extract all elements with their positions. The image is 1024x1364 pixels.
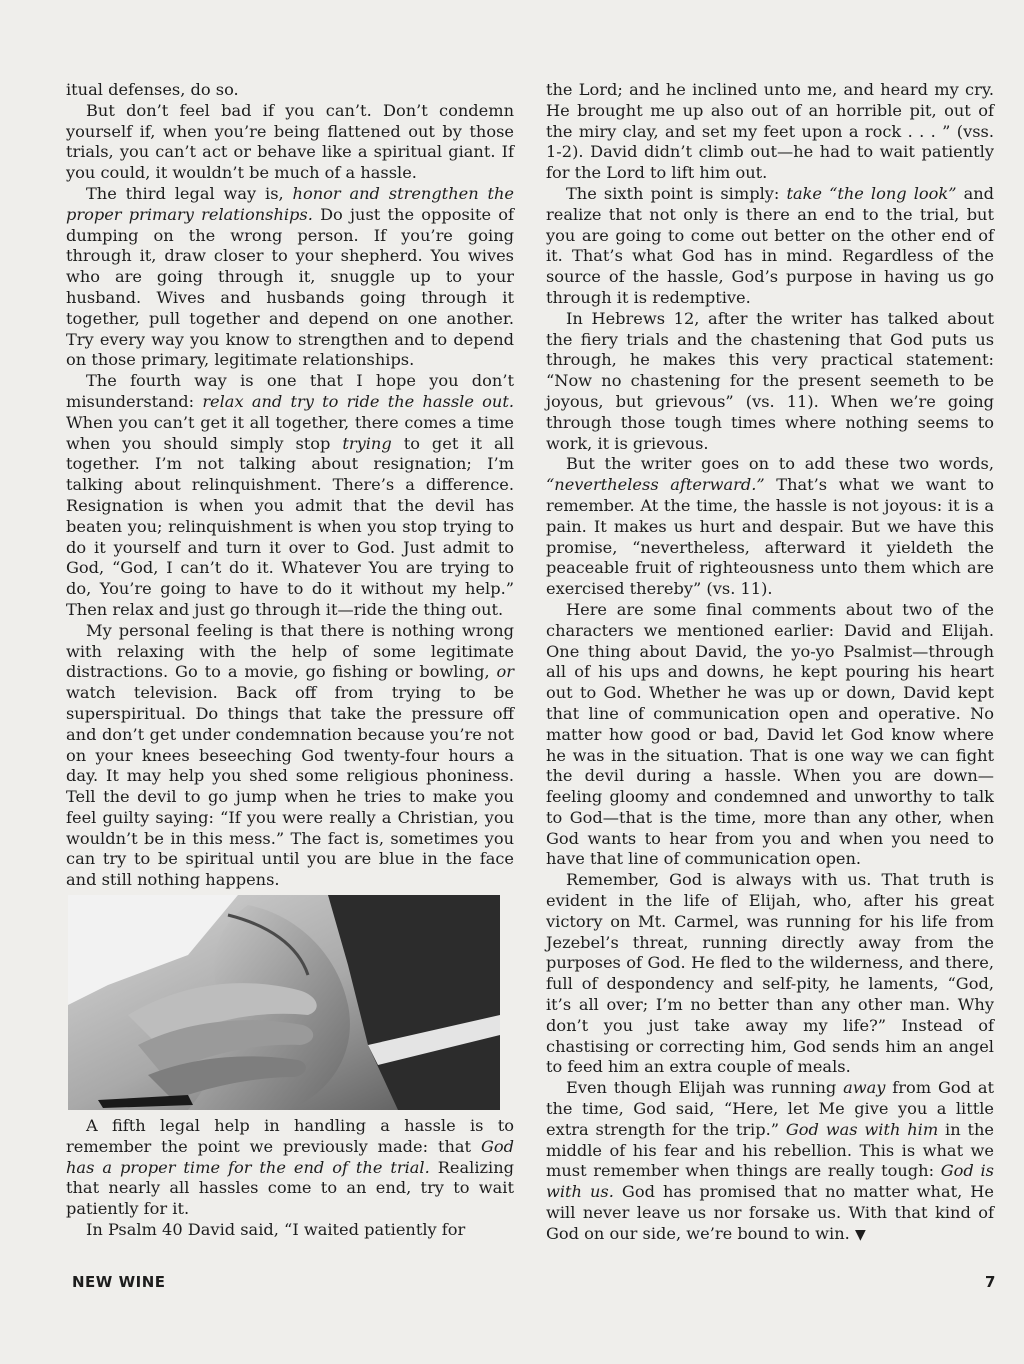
hands-photo-image [68,895,500,1110]
emphasis: take “the long look” [786,183,957,203]
emphasis: “nevertheless afterward.” [546,475,765,495]
paragraph: My personal feeling is that there is nothing wrong with relaxing with the help of some legitimate distractions. Go to a movie, go fishing or bowling, or watch television. Back off from trying to be superspiritual. Do things that take the pressure off and don’t get under condemnation because you’re not on your knees beseeching God twenty-four hours a day. It may help you shed some religious phoniness. Tell the devil to go jump when he tries to make you feel guilty saying: “If you were really a Christian, you wouldn’t be in this mess.” The fact is, sometimes you can try to be spiritual until you are blue in the face and still nothing happens. [66,620,514,890]
paragraph: The sixth point is simply: take “the long look” and realize that not only is there an end to the trial, but you are going to come out better on the other end of it. That’s what God has in mind. Regardless of the source of the hassle, God’s purpose in having us go through it is redemptive. [546,183,995,307]
emphasis: God has a proper time for the end of the trial. [66,1136,514,1177]
paragraph: Here are some final comments about two of the characters we mentioned earlier: David and Elijah. One thing about David, the yo-yo Psalmist—through all of his ups and downs, he kept pouring his heart out to God. Whether he was up or down, David kept that line of communication open and operative. No matter how good or bad, David let God know where he was in the situation. That is one way we can fight the devil during a hassle. When you are down—feeling gloomy and condemned and unworthy to talk to God—that is the time, more than any other, when God wants to hear from you and when you need to have that line of communication open. [546,599,994,869]
magazine-name: NEW WINE [72,1273,166,1291]
emphasis: God was with him [785,1119,939,1139]
paragraph: The fourth way is one that I hope you don’t misunderstand: relax and try to ride the hassle out. When you can’t get it all together, there comes a time when you should simply stop trying to get it all together. I’m not talking about resignation; I’m talking about relinquishment. There’s a difference. Resignation is when you admit that the devil has beaten you; relinquishment is when you stop trying to do it yourself and turn it over to God. Just admit to God, “God, I can’t do it. Whatever You are trying to do, You’re going to have to do it without my help.” Then relax and just go through it—ride the thing out. [66,371,514,619]
paragraph: But don’t feel bad if you can’t. Don’t condemn yourself if, when you’re being flattened out by those trials, you can’t act or behave like a spiritual giant. If you could, it wouldn’t be much of a hassle. [66,100,514,183]
paragraph: Even though Elijah was running away from God at the time, God said, “Here, let Me give you a little extra strength for the trip.” God was with him in the middle of his fear and his rebellion. This is what we must remember when things are really tough: God is with us. God has promised that no matter what, He will never leave us nor forsake us. With that kind of God on our side, we’re bound to win. ▼ [546,1078,994,1243]
paragraph: Remember, God is always with us. That truth is evident in the life of Elijah, who, after his great victory on Mt. Carmel, was running for his life from Jezebel’s threat, running directly away from the purposes of God. He fled to the wilderness, and there, full of despondency and self-pity, he laments, “God, it’s all over; I’m no better than any other man. Why don’t you just take away my life?” Instead of chastising or correcting him, God sends him an angel to feed him an extra couple of meals. [546,870,994,1077]
paragraph: itual defenses, do so. [66,80,239,99]
left-column [66,80,514,1241]
paragraph: In Hebrews 12, after the writer has talked about the fiery trials and the chastening that God puts us through, he makes this very practical statement: “Now no chastening for the present seemeth to be joyous, but grievous” (vs. 11). When we’re going through those tough times where nothing seems to work, it is grievous. [546,308,994,453]
end-mark-icon: ▼ [854,1226,866,1243]
page-number: 7 [985,1273,996,1291]
emphasis: God is with us. [546,1161,994,1202]
emphasis: trying [342,433,392,453]
emphasis: relax and try to ride the hassle out. [202,391,514,411]
emphasis: or [496,662,514,682]
paragraph: But the writer goes on to add these two words, “nevertheless afterward.” That’s what we want to remember. At the time, the hassle is not joyous: it is a pain. It makes us hurt and despair. But we have this promise, “nevertheless, afterward it yieldeth the peaceable fruit of righteousness unto them which are exercised thereby” (vs. 11). [546,454,994,599]
emphasis: honor and strengthen the proper primary relationships. [66,183,514,224]
right-column [546,80,994,1246]
paragraph: The third legal way is, honor and strengthen the proper primary relationships. Do just the opposite of dumping on the wrong person. If you’re going through it, draw closer to your shepherd. You wives who are going through it, snuggle up to your husband. Wives and husbands going through it together, pull together and depend on one another. Try every way you know to strengthen and to depend on those primary, legitimate relationships. [66,183,514,370]
paragraph: In Psalm 40 David said, “I waited patiently for [86,1220,466,1240]
paragraph: the Lord; and he inclined unto me, and heard my cry. He brought me up also out of an horrible pit, out of the miry clay, and set my feet upon a rock . . . ” (vss. 1-2). David didn’t climb out—he had to wait patiently for the Lord to lift him out. [546,80,994,183]
emphasis: away [843,1078,886,1098]
hands-photo [68,895,500,1110]
paragraph: A fifth legal help in handling a hassle is to remember the point we previously made: that God has a proper time for the end of the trial. Realizing that nearly all hassles come to an end, try to wait patiently for it. [66,1116,514,1219]
